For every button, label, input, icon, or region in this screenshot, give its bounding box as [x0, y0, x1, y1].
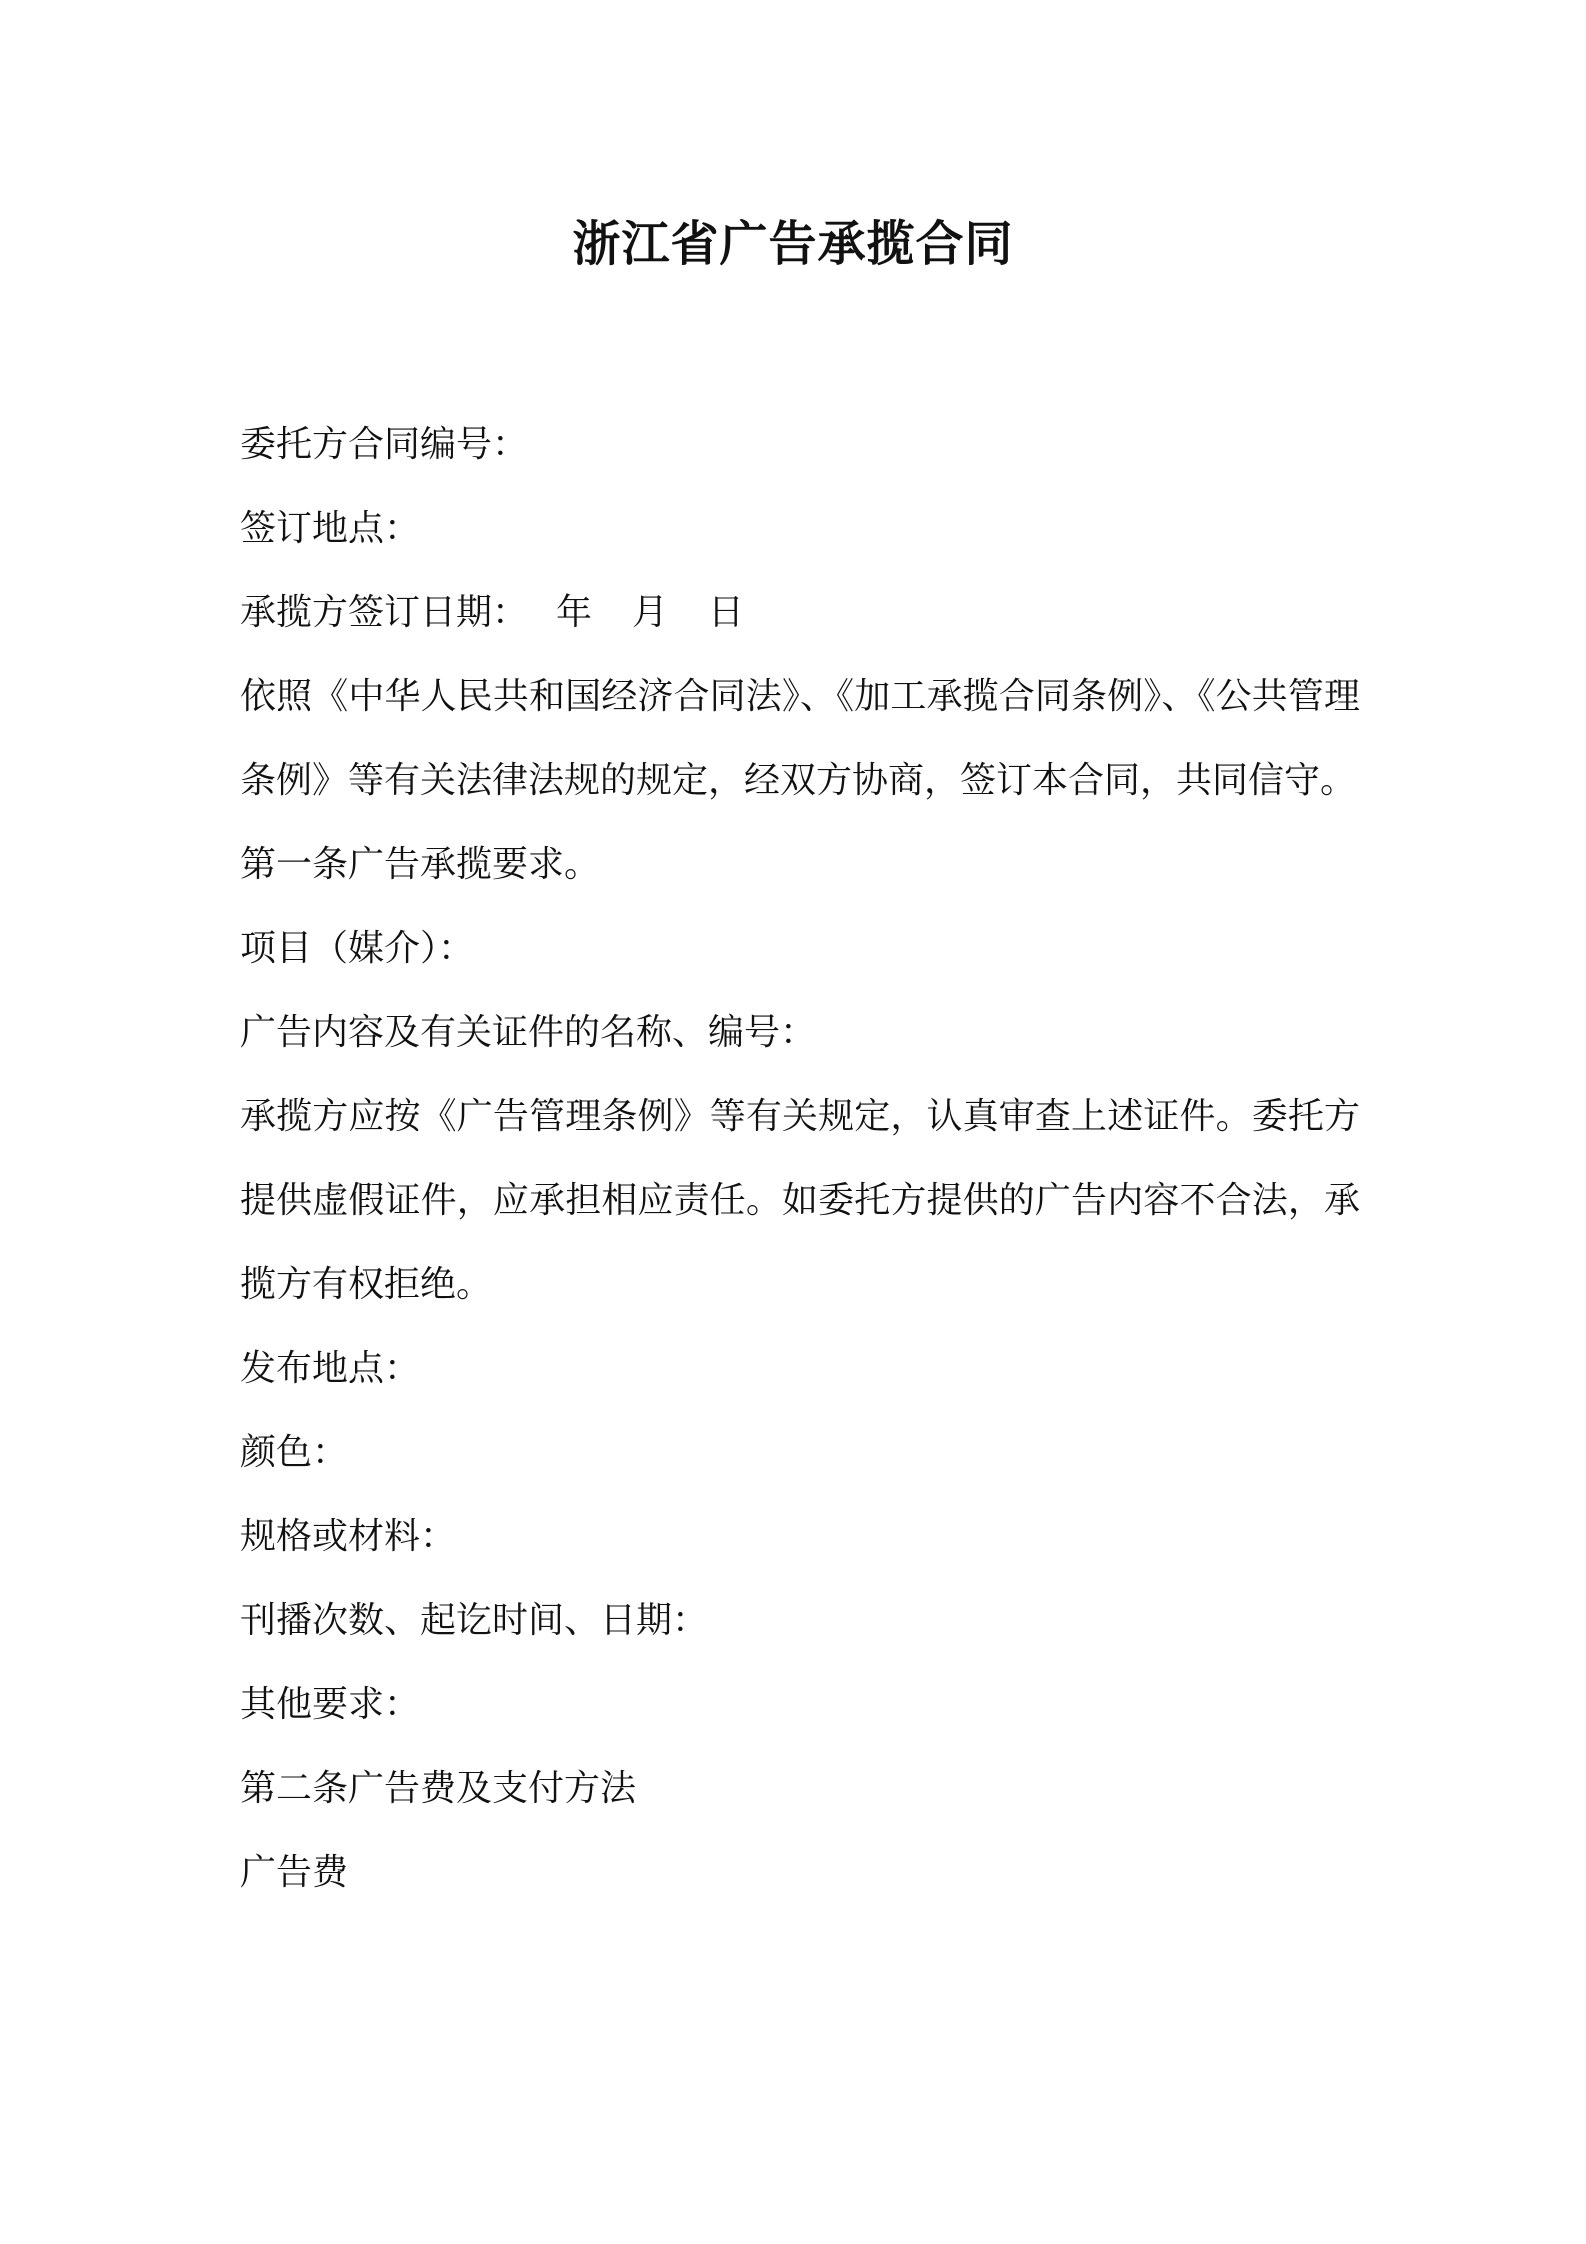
signing-date-label: 承揽方签订日期： — [240, 592, 529, 633]
document-body — [240, 403, 1360, 1915]
color-line: 颜色： — [240, 1432, 349, 1473]
signing-place-line: 签订地点： — [240, 508, 421, 549]
content-documents-line: 广告内容及有关证件的名称、编号： — [240, 1012, 817, 1053]
publish-place-line: 发布地点： — [240, 1348, 421, 1389]
intro-paragraph: 依照《中华人民共和国经济合同法》、《加工承揽合同条例》、《公共管理条例》等有关法律法规的规定，经双方协商，签订本合同，共同信守。 — [240, 676, 1360, 801]
article-1-heading: 第一条广告承揽要求。 — [240, 844, 601, 885]
contract-number-line: 委托方合同编号： — [240, 424, 529, 465]
ad-fee-line: 广告费 — [240, 1852, 349, 1893]
broadcast-times-line: 刊播次数、起讫时间、日期： — [240, 1600, 709, 1641]
review-clause-paragraph: 承揽方应按《广告管理条例》等有关规定，认真审查上述证件。委托方提供虚假证件，应承担相应责任。如委托方提供的广告内容不合法，承揽方有权拒绝。 — [240, 1096, 1360, 1305]
project-media-line: 项目（媒介）： — [240, 928, 475, 969]
date-month: 月 — [632, 592, 669, 633]
date-year: 年 — [556, 592, 593, 633]
other-requirements-line: 其他要求： — [240, 1684, 421, 1725]
date-day: 日 — [708, 592, 745, 633]
document-title: 浙江省广告承揽合同 — [572, 216, 1014, 272]
article-2-heading: 第二条广告费及支付方法 — [240, 1768, 637, 1809]
spec-material-line: 规格或材料： — [240, 1516, 457, 1557]
signing-date-line — [240, 571, 1360, 655]
